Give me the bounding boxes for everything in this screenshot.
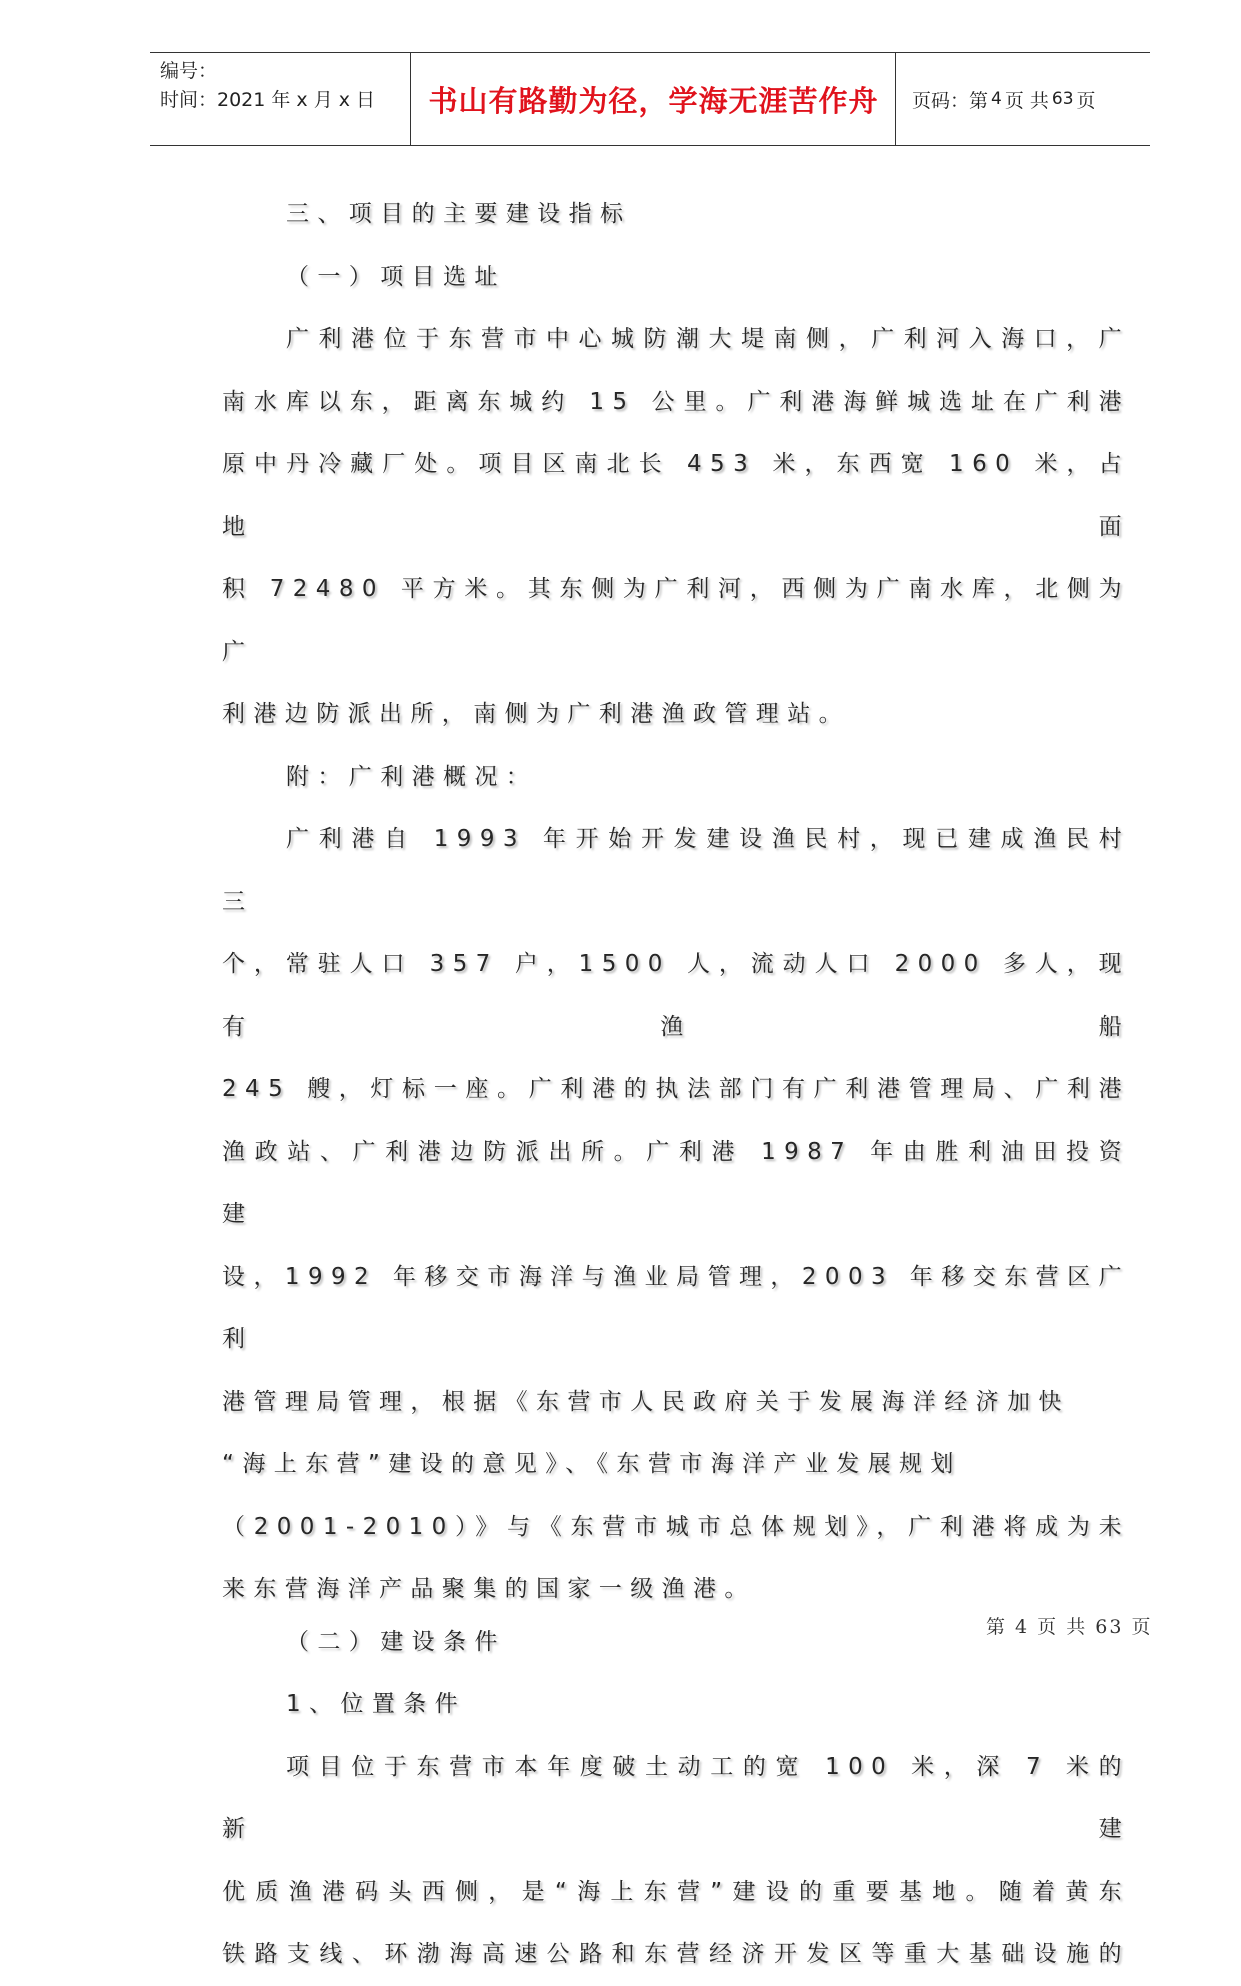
header-motto: 书山有路勤为径，学海无涯苦作舟 — [428, 83, 879, 118]
page-current: 4 — [991, 89, 1002, 109]
page-label-prefix: 页码：第 — [912, 89, 989, 112]
paragraph-line: 原中丹冷藏厂处。项目区南北长 453 米，东西宽 160 米，占地面 — [222, 451, 1130, 540]
paragraph-line: （2001-2010）》与《东营市城市总体规划》，广利港将成为未 — [222, 1513, 1130, 1540]
page-header — [150, 52, 1150, 146]
subsection-heading-location: 1、位置条件 — [286, 1691, 467, 1717]
document-body — [222, 183, 1130, 1986]
subsection-heading-site: （一）项目选址 — [286, 263, 506, 290]
subsection-heading-conditions: （二）建设条件 — [286, 1628, 506, 1655]
paragraph-line: 广利港自 1993 年开始开发建设渔民村，现已建成渔民村三 — [222, 826, 1130, 915]
header-meta — [160, 57, 375, 115]
page-label-suffix: 页 — [1076, 89, 1096, 112]
attachment-heading: 附：广利港概况： — [286, 763, 538, 790]
paragraph-line: 设，1992 年移交市海洋与渔业局管理，2003 年移交东营区广利 — [222, 1263, 1130, 1352]
paragraph-line: 铁路支线、环渤海高速公路和东营经济开发区等重大基础设施的 — [222, 1941, 1130, 1967]
page-total: 63 — [1051, 89, 1074, 109]
date-label: 时间：2021 年 x 月 x 日 — [160, 89, 376, 111]
paragraph-line: 广利港位于东营市中心城防潮大堤南侧，广利河入海口，广 — [286, 326, 1130, 352]
page-footer: 第 4 页 共 63 页 — [986, 1616, 1153, 1638]
header-divider — [895, 53, 896, 145]
paragraph-line: 个，常驻人口 357 户，1500 人，流动人口 2000 多人，现有渔船 — [222, 951, 1130, 1040]
page-label-mid: 页 共 — [1004, 89, 1049, 112]
header-page-indicator — [912, 53, 1096, 145]
paragraph-line: 优质渔港码头西侧，是“海上东营”建设的重要基地。随着黄东 — [222, 1878, 1130, 1905]
paragraph-line: 南水库以东，距离东城约 15 公里。广利港海鲜城选址在广利港 — [222, 388, 1130, 415]
paragraph-line: 港管理局管理，根据《东营市人民政府关于发展海洋经济加快 — [222, 1388, 1070, 1415]
header-divider — [410, 53, 411, 145]
paragraph-line: 来东营海洋产品聚集的国家一级渔港。 — [222, 1576, 756, 1602]
paragraph-line: 利港边防派出所，南侧为广利港渔政管理站。 — [222, 701, 850, 727]
section-heading: 三、项目的主要建设指标 — [286, 201, 632, 227]
paragraph-line: “海上东营”建设的意见》、《东营市海洋产业发展规划 — [222, 1451, 962, 1477]
paragraph-line: 积 72480 平方米。其东侧为广利河，西侧为广南水库，北侧为广 — [222, 576, 1130, 665]
paragraph-line: 渔政站、广利港边防派出所。广利港 1987 年由胜利油田投资建 — [222, 1138, 1130, 1227]
paragraph-line: 项目位于东营市本年度破土动工的宽 100 米，深 7 米的新建 — [222, 1753, 1130, 1842]
paragraph-line: 245 艘，灯标一座。广利港的执法部门有广利港管理局、广利港 — [222, 1076, 1130, 1102]
serial-number-label: 编号： — [160, 60, 218, 82]
